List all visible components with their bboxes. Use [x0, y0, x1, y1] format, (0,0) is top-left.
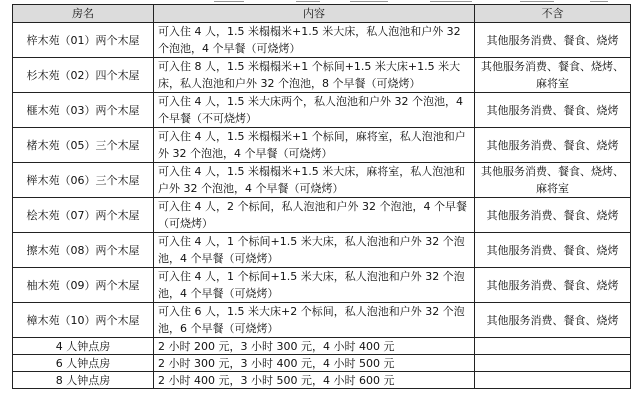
room-name: 榉木苑（06）三个木屋	[13, 163, 154, 198]
room-excluded: 其他服务消费、餐食、烧烤	[475, 233, 631, 268]
room-content: 可入住 4 人，1.5 米榻榻米+1.5 米大床，私人泡池和户外 32 个泡池，4 个早餐（可烧烤）	[154, 23, 475, 58]
room-name: 樟木苑（10）两个木屋	[13, 303, 154, 338]
hourly-room-price: 2 小时 200 元，3 小时 300 元，4 小时 400 元	[154, 338, 475, 355]
cropped-top-strip	[0, 0, 640, 3]
room-excluded: 其他服务消费、餐食、烧烤、麻将室	[475, 58, 631, 93]
room-content: 可入住 4 人，1.5 米大床两个，私人泡池和户外 32 个泡池，4 个早餐（不可烧烤）	[154, 93, 475, 128]
room-excluded: 其他服务消费、餐食、烧烤	[475, 93, 631, 128]
header-excluded: 不含	[475, 5, 631, 23]
table-row	[13, 268, 631, 303]
room-content: 可入住 4 人，1 个标间+1.5 米大床，私人泡池和户外 32 个泡池，4 个早餐（可烧烤）	[154, 233, 475, 268]
room-name: 杉木苑（02）四个木屋	[13, 58, 154, 93]
room-excluded: 其他服务消费、餐食、烧烤	[475, 268, 631, 303]
room-name: 榧木苑（03）两个木屋	[13, 93, 154, 128]
room-excluded: 其他服务消费、餐食、烧烤	[475, 198, 631, 233]
hourly-room-excluded	[475, 355, 631, 372]
table-row	[13, 93, 631, 128]
table-row-hourly	[13, 338, 631, 355]
room-name: 桧木苑（07）两个木屋	[13, 198, 154, 233]
hourly-room-price: 2 小时 400 元，3 小时 500 元，4 小时 600 元	[154, 372, 475, 389]
table-row	[13, 303, 631, 338]
table-row	[13, 163, 631, 198]
hourly-room-excluded	[475, 372, 631, 389]
hourly-room-name: 6 人钟点房	[13, 355, 154, 372]
room-content: 可入住 4 人，1 个标间+1.5 米大床，私人泡池和户外 32 个泡池，4 个早餐（可烧烤）	[154, 268, 475, 303]
header-row	[13, 5, 631, 23]
room-excluded: 其他服务消费、餐食、烧烤	[475, 303, 631, 338]
room-name: 柚木苑（09）两个木屋	[13, 268, 154, 303]
room-content: 可入住 4 人，1.5 米榻榻米+1 个标间，麻将室，私人泡池和户外 32 个泡池，4 个早餐（可烧烤）	[154, 128, 475, 163]
room-content: 可入住 4 人，1.5 米榻榻米+1.5 米大床，麻将室，私人泡池和户外 32 个泡池，4 个早餐（可烧烤）	[154, 163, 475, 198]
room-content: 可入住 4 人，2 个标间，私人泡池和户外 32 个泡池，4 个早餐（可烧烤）	[154, 198, 475, 233]
table-row	[13, 233, 631, 268]
table-row	[13, 128, 631, 163]
room-excluded: 其他服务消费、餐食、烧烤	[475, 23, 631, 58]
table-row	[13, 58, 631, 93]
hourly-room-name: 8 人钟点房	[13, 372, 154, 389]
hourly-room-price: 2 小时 300 元，3 小时 400 元，4 小时 500 元	[154, 355, 475, 372]
room-content: 可入住 8 人，1.5 米榻榻米+1 个标间+1.5 米大床+1.5 米大床，私人泡池和户外 32 个泡池，8 个早餐（可烧烤）	[154, 58, 475, 93]
header-room-name: 房名	[13, 5, 154, 23]
room-content: 可入住 6 人，1.5 米大床+2 个标间，私人泡池和户外 32 个泡池，6 个早餐（可烧烤）	[154, 303, 475, 338]
room-excluded: 其他服务消费、餐食、烧烤、麻将室	[475, 163, 631, 198]
header-content: 内容	[154, 5, 475, 23]
table-row-hourly	[13, 372, 631, 389]
table-row	[13, 198, 631, 233]
hourly-room-name: 4 人钟点房	[13, 338, 154, 355]
room-name: 梓木苑（01）两个木屋	[13, 23, 154, 58]
table-row-hourly	[13, 355, 631, 372]
table-row	[13, 23, 631, 58]
room-price-table	[12, 4, 631, 389]
room-name: 楮木苑（05）三个木屋	[13, 128, 154, 163]
hourly-room-excluded	[475, 338, 631, 355]
room-excluded: 其他服务消费、餐食、烧烤	[475, 128, 631, 163]
room-name: 擦木苑（08）两个木屋	[13, 233, 154, 268]
